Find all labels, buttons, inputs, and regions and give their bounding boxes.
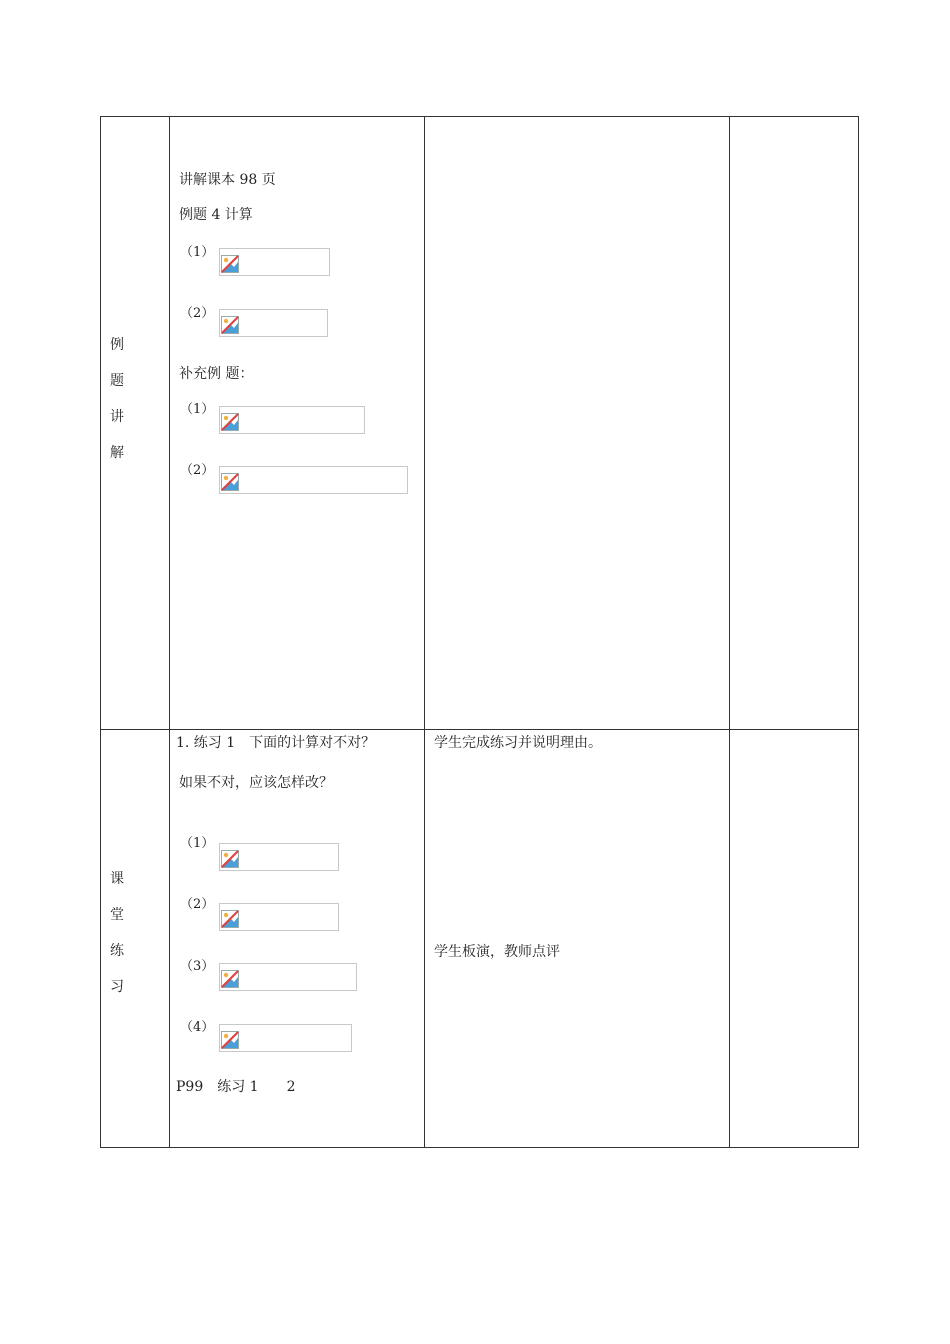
broken-image-icon: [221, 910, 239, 928]
item-number: （1）: [180, 402, 215, 417]
item-number: （3）: [180, 959, 215, 974]
formula-image: [219, 1024, 352, 1052]
column-divider: [729, 117, 730, 1147]
item-number: （2）: [180, 306, 215, 321]
broken-image-icon: [221, 473, 239, 491]
formula-image: [219, 248, 330, 276]
item-number: （2）: [180, 897, 215, 912]
formula-image: [219, 903, 339, 931]
row-label-char: 讲: [110, 409, 124, 425]
text-line: P99 练习 1 2: [176, 1079, 296, 1095]
row-label-char: 例: [110, 337, 124, 353]
formula-image: [219, 406, 365, 434]
broken-image-icon: [221, 413, 239, 431]
formula-image: [219, 466, 408, 494]
broken-image-icon: [221, 850, 239, 868]
item-number: （2）: [180, 463, 215, 478]
row-label-char: 堂: [110, 907, 124, 923]
text-line: 补充例 题：: [179, 366, 254, 382]
text-line: 讲解课本 98 页: [179, 172, 276, 188]
activity-text: 学生完成练习并说明理由。: [434, 735, 602, 751]
item-number: （4）: [180, 1020, 215, 1035]
lesson-table: [100, 116, 859, 1148]
formula-image: [219, 963, 357, 991]
activity-text: 学生板演，教师点评: [434, 944, 560, 960]
text-line: 例题 4 计算: [179, 207, 253, 223]
formula-image: [219, 309, 328, 337]
item-number: （1）: [180, 836, 215, 851]
broken-image-icon: [221, 255, 239, 273]
column-divider: [424, 117, 425, 1147]
broken-image-icon: [221, 316, 239, 334]
row-label-char: 习: [110, 979, 124, 995]
text-line: 如果不对，应该怎样改？: [179, 775, 333, 791]
formula-image: [219, 843, 339, 871]
text-line: 1. 练习 1 下面的计算对不对？: [176, 735, 376, 751]
row-divider: [101, 729, 858, 730]
row-label-char: 解: [110, 445, 124, 461]
row-label-char: 练: [110, 943, 124, 959]
row-label-char: 课: [110, 871, 124, 887]
broken-image-icon: [221, 970, 239, 988]
item-number: （1）: [180, 245, 215, 260]
broken-image-icon: [221, 1031, 239, 1049]
row-label-char: 题: [110, 373, 124, 389]
column-divider: [169, 117, 170, 1147]
